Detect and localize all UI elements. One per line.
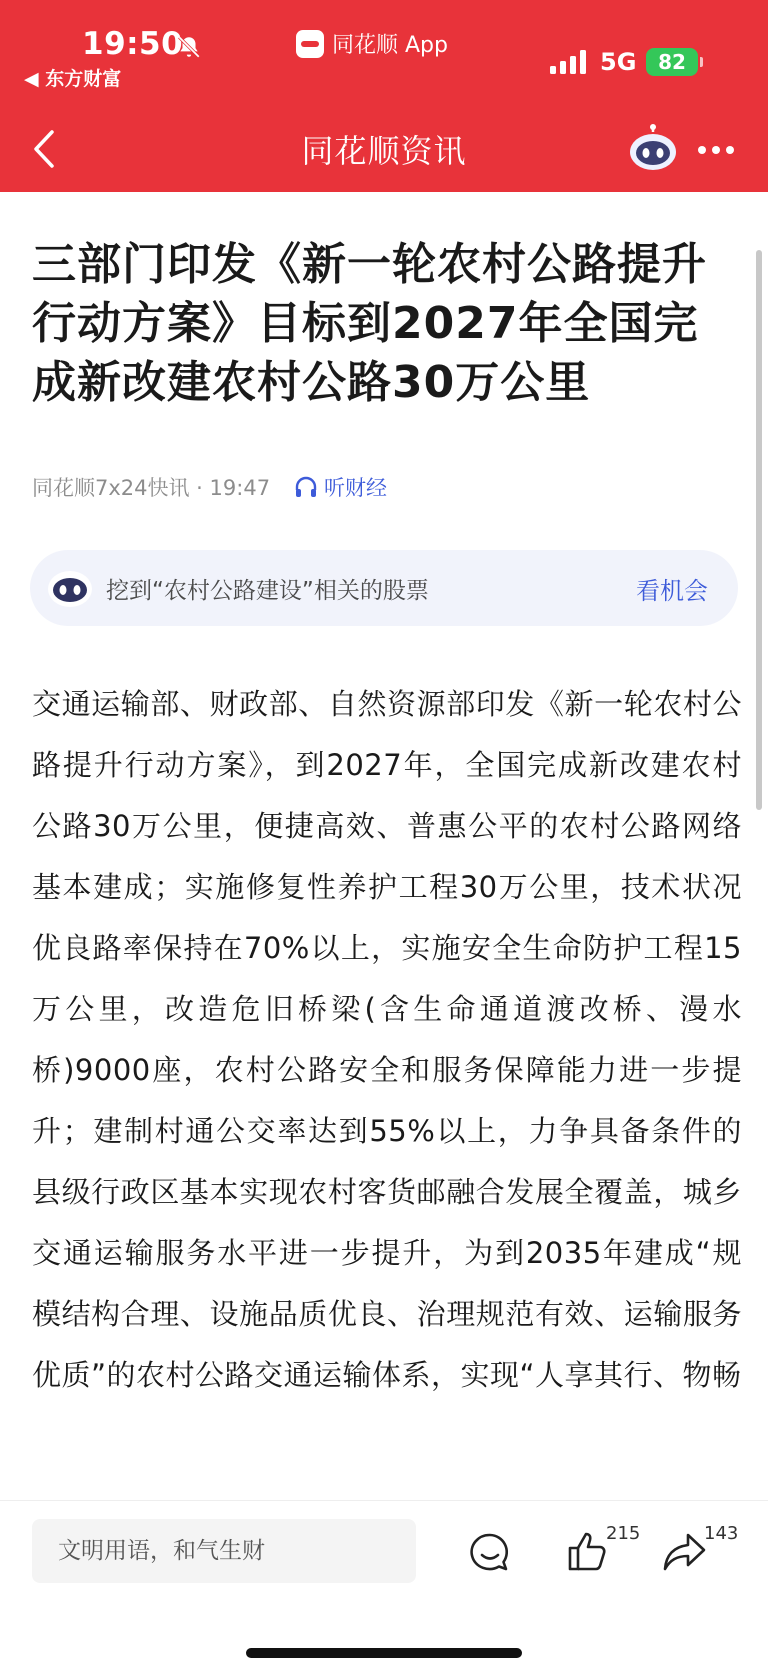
app-chip: [296, 28, 448, 59]
battery-level: 82: [658, 50, 686, 74]
view-opportunity-link[interactable]: 看机会: [636, 576, 708, 605]
scrollbar[interactable]: [756, 250, 762, 810]
promo-text: 挖到“农村公路建设”相关的股票: [106, 577, 429, 604]
article-title: 三部门印发《新一轮农村公路提升行动方案》目标到2027年全国完成新改建农村公路30万公里: [32, 239, 707, 408]
header: [0, 0, 768, 192]
listen-label: 听财经: [324, 476, 387, 500]
robot-assistant-icon[interactable]: [628, 124, 678, 172]
status-time: 19:50: [82, 26, 184, 62]
bell-muted-icon: [176, 34, 202, 60]
headphone-icon: [294, 475, 318, 499]
home-indicator: [246, 1648, 522, 1658]
network-label: 5G: [600, 48, 637, 76]
share-count: 143: [704, 1523, 739, 1544]
bottom-action-bar: [0, 1500, 768, 1670]
share-icon[interactable]: [662, 1531, 708, 1573]
article-meta: 同花顺7x24快讯 · 19:47: [32, 476, 271, 500]
app-chip-label: 同花顺 App: [332, 33, 448, 58]
app-logo-icon: [296, 30, 324, 58]
related-stocks-banner[interactable]: [30, 550, 738, 626]
like-count: 215: [606, 1523, 641, 1544]
more-options-icon[interactable]: [694, 140, 738, 160]
battery-indicator: [646, 48, 698, 76]
page-title: 同花顺资讯: [301, 132, 467, 170]
comment-input[interactable]: [32, 1519, 416, 1583]
listen-button[interactable]: [294, 472, 387, 502]
signal-icon: [550, 50, 588, 74]
robot-icon: [46, 567, 94, 609]
thumbs-up-icon[interactable]: [566, 1529, 610, 1573]
back-to-app-link[interactable]: ◀ 东方财富: [24, 68, 122, 90]
comment-icon[interactable]: [468, 1531, 512, 1575]
article-body: 交通运输部、财政部、自然资源部印发《新一轮农村公路提升行动方案》，到2027年，全国完成新改建农村公路30万公里，便捷高效、普惠公平的农村公路网络基本建成；实施修复性养护工程30万公里，技术状况优良路率保持在70%以上，实施安全生命防护工程15万公里，改造危旧桥梁(含生命通道渡改桥、漫水桥)9000座，农村公路安全和服务保障能力进一步提升；建制村通公交率达到55%以上，力争具备条件的县级行政区基本实现农村客货邮融合发展全覆盖，城乡交通运输服务水平进一步提升，为到2035年建成“规模结构合理、设施品质优良、治理规范有效、运输服务优质”的农村公路交通运输体系，实现“人享其行、物畅: [32, 687, 742, 1392]
